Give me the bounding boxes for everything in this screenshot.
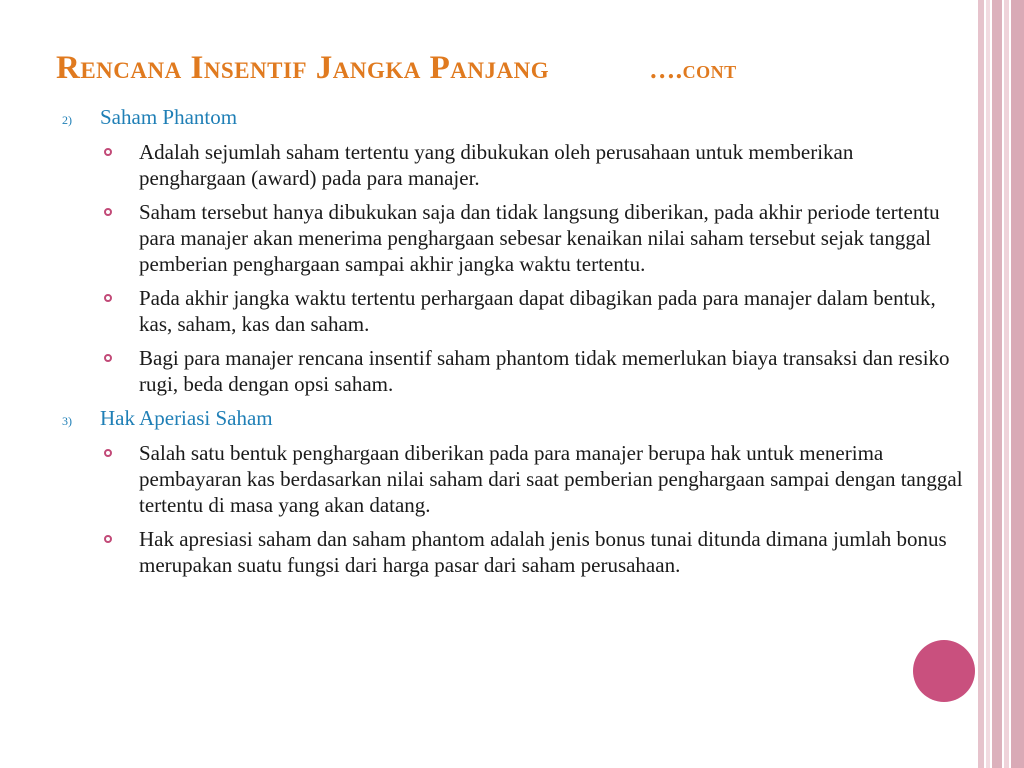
bullet-circle-icon <box>104 535 112 543</box>
bullet-item <box>58 139 963 191</box>
bullet-item <box>58 440 963 518</box>
bullet-circle-icon <box>104 148 112 156</box>
decorative-stripe <box>1004 0 1009 768</box>
bullet-list <box>58 440 963 578</box>
section-hak-aperiasi-saham <box>58 405 963 578</box>
section-heading <box>58 104 963 133</box>
bullet-circle-icon <box>104 294 112 302</box>
section-title: Saham Phantom <box>100 105 238 129</box>
bullet-text: Bagi para manajer rencana insentif saham phantom tidak memerlukan biaya transaksi dan resiko rugi, beda dengan opsi saham. <box>139 346 950 396</box>
bullet-item <box>58 199 963 277</box>
slide-content <box>58 104 963 586</box>
slide-title-text: Rencana Insentif Jangka Panjang <box>56 50 550 86</box>
section-number: 3) <box>62 414 72 428</box>
bullet-list <box>58 139 963 397</box>
bullet-item <box>58 526 963 578</box>
bullet-text: Adalah sejumlah saham tertentu yang dibukukan oleh perusahaan untuk memberikan penghargaan (award) pada para manajer. <box>139 140 854 190</box>
bullet-circle-icon <box>104 208 112 216</box>
bullet-text: Hak apresiasi saham dan saham phantom adalah jenis bonus tunai ditunda dimana jumlah bonus merupakan suatu fungsi dari harga pasar dari saham perusahaan. <box>139 527 947 577</box>
bullet-item <box>58 345 963 397</box>
decorative-circle <box>913 640 975 702</box>
bullet-circle-icon <box>104 354 112 362</box>
bullet-text: Salah satu bentuk penghargaan diberikan pada para manajer berupa hak untuk menerima pembayaran kas berdasarkan nilai saham dari saat pemberian penghargaan sampai dengan tanggal tertentu di masa yang akan datang. <box>139 441 963 517</box>
section-title: Hak Aperiasi Saham <box>100 406 273 430</box>
section-saham-phantom <box>58 104 963 397</box>
bullet-item <box>58 285 963 337</box>
decorative-stripe <box>986 0 990 768</box>
slide-title <box>56 50 956 87</box>
section-heading <box>58 405 963 434</box>
bullet-circle-icon <box>104 449 112 457</box>
section-number: 2) <box>62 113 72 127</box>
bullet-text: Pada akhir jangka waktu tertentu perhargaan dapat dibagikan pada para manajer dalam bentuk, kas, saham, kas dan saham. <box>139 286 936 336</box>
decorative-stripe <box>1011 0 1024 768</box>
slide-title-suffix: ….cont <box>649 55 737 84</box>
decorative-stripe <box>992 0 1002 768</box>
decorative-stripe <box>978 0 984 768</box>
bullet-text: Saham tersebut hanya dibukukan saja dan tidak langsung diberikan, pada akhir periode tertentu para manajer akan menerima penghargaan sebesar kenaikan nilai saham tersebut sejak tanggal pemberian penghargaan sampai akhir jangka waktu tertentu. <box>139 200 940 276</box>
